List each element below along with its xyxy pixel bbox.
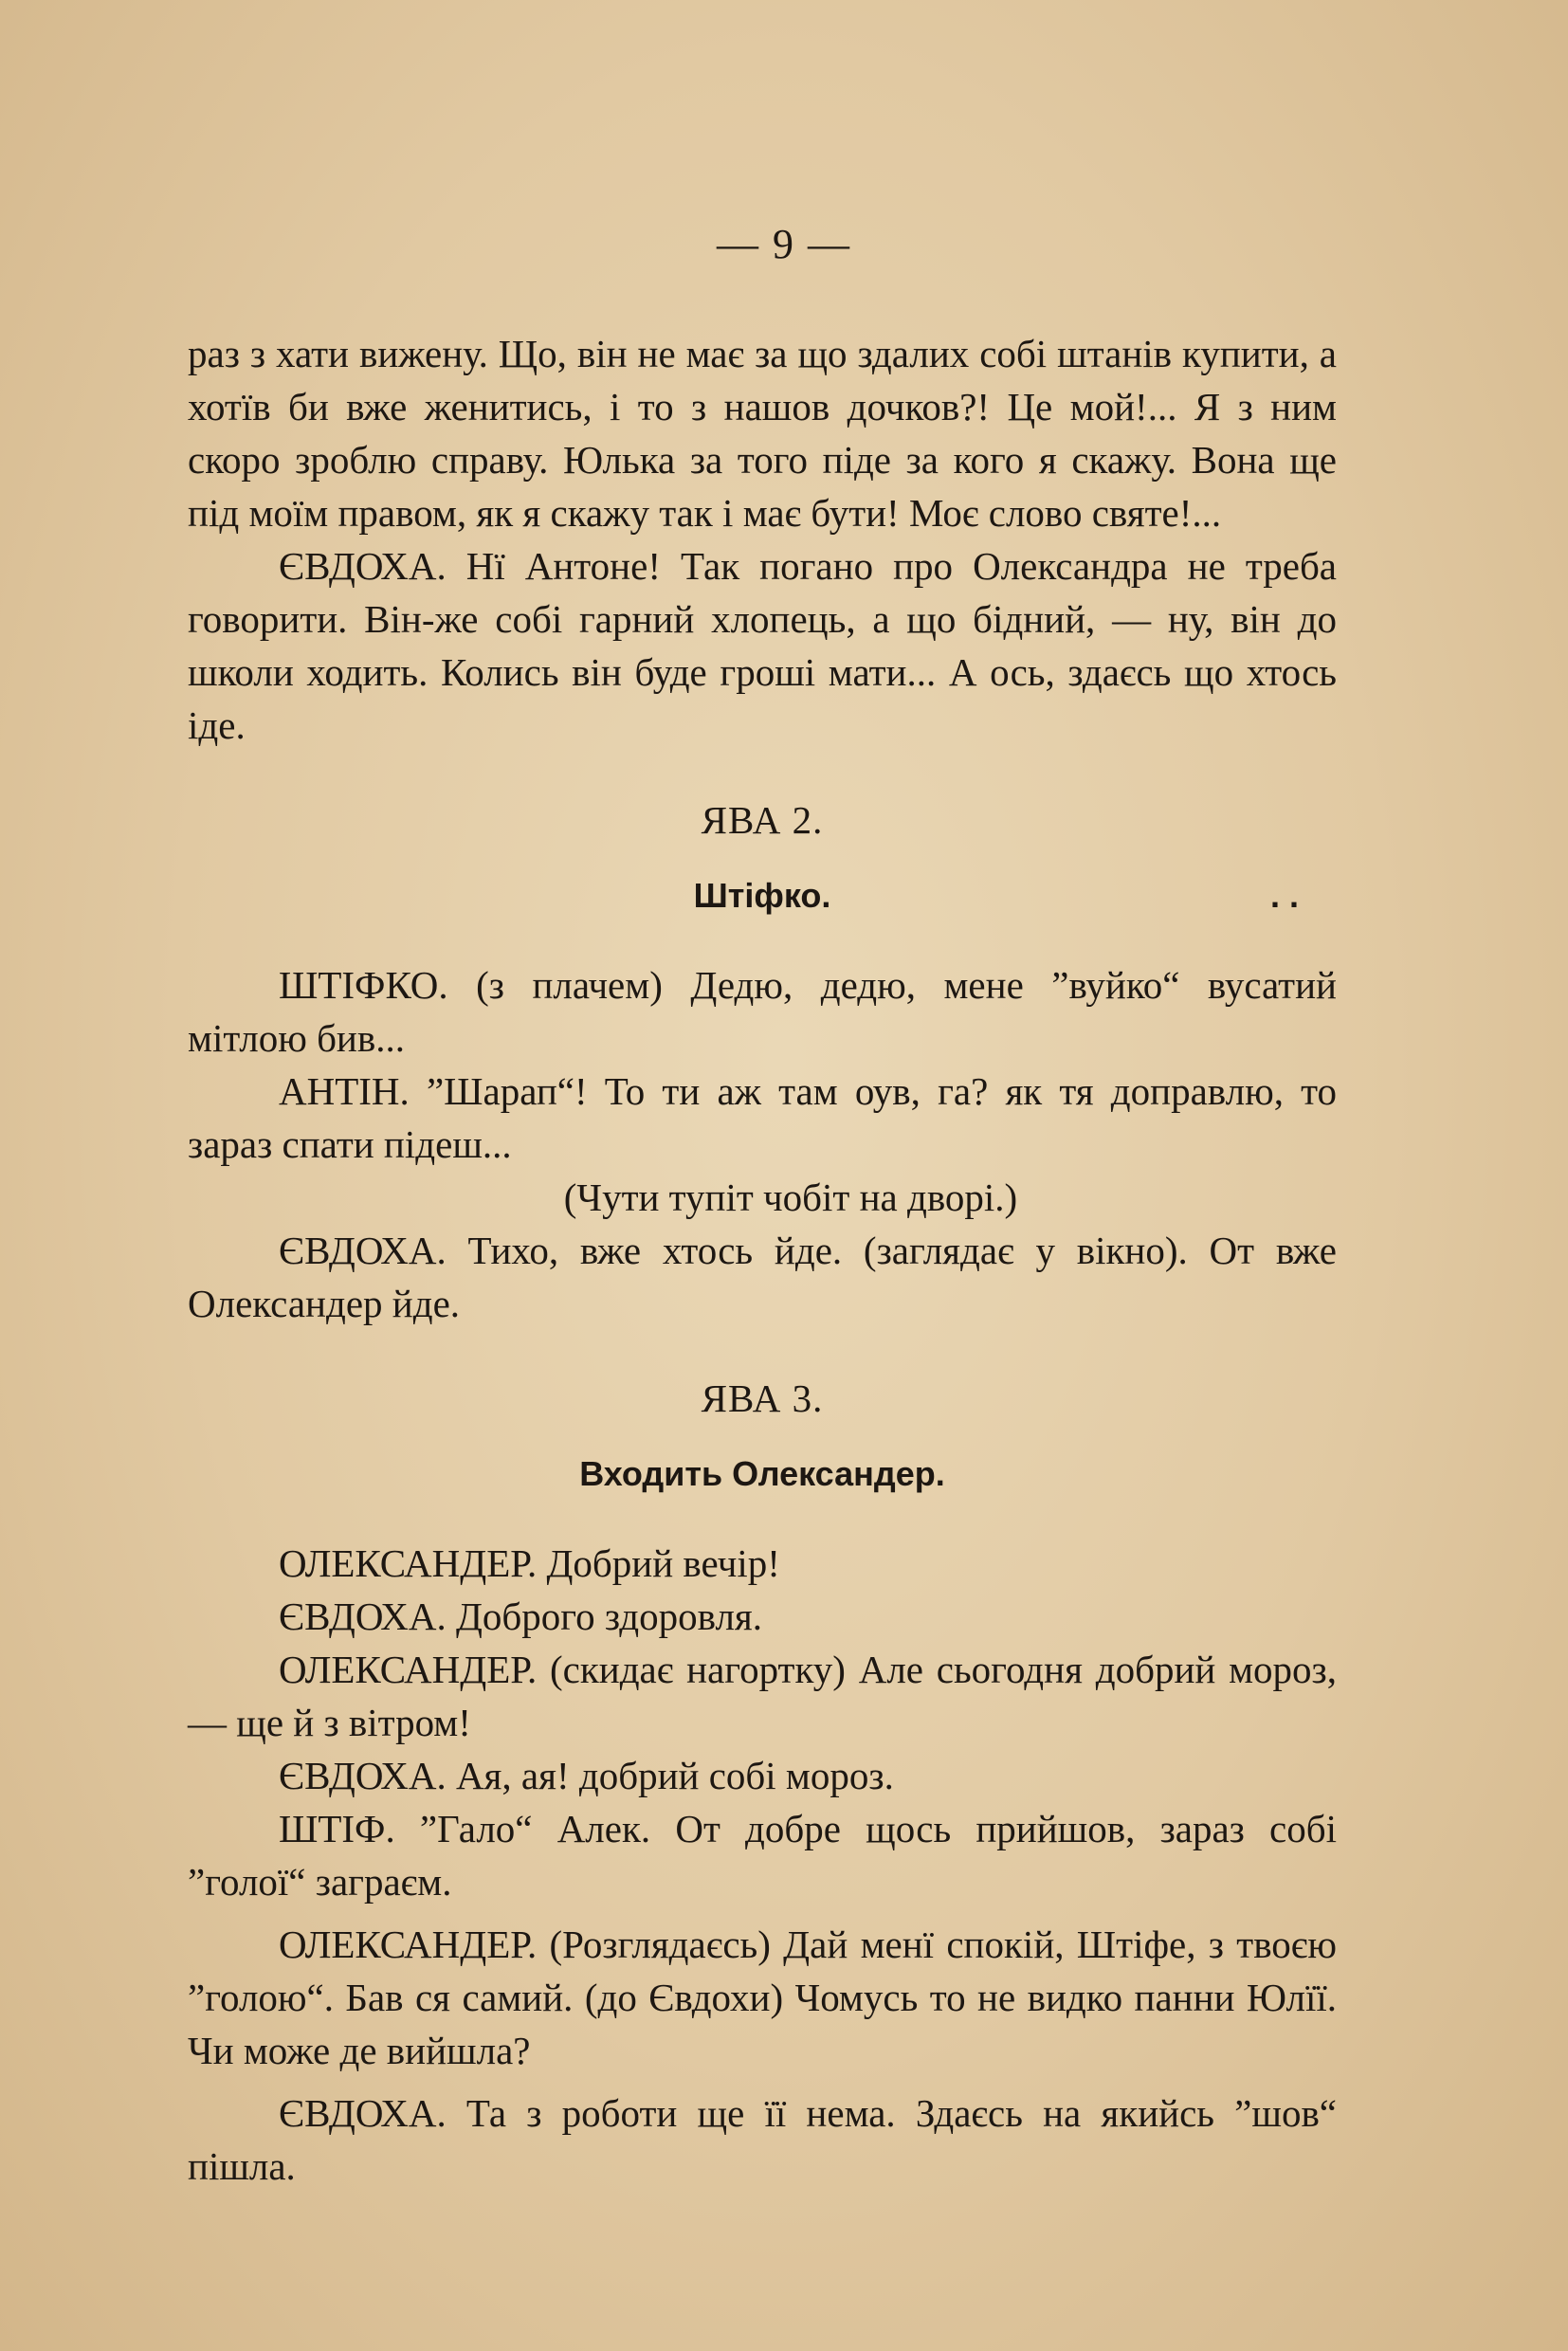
stage-direction: (Чути тупіт чобіт на дворі.) — [563, 1176, 1018, 1219]
paragraph: ОЛЕКСАНДЕР. Добрий вечір! — [279, 1541, 780, 1585]
paragraph: ЄВДОХА. Та з роботи ще її нема. Здаєсь на якийсь ”шов“ пішла. — [188, 2091, 1337, 2188]
scene-2-subtitle — [188, 869, 1337, 922]
page-number: — 9 — — [717, 221, 851, 267]
paragraph: АНТІН. ”Шарап“! То ти аж там оув, га? як тя доправлю, то зараз спати підеш... — [188, 1069, 1337, 1166]
paragraph: ШТІФ. ”Гало“ Алек. От добре щось прийшов, зараз собі ”голої“ заграєм. — [188, 1807, 1337, 1904]
scene-2-subtitle-text: Штіфко. — [693, 876, 831, 915]
scene-2-subtitle-marks: . . — [1269, 876, 1299, 915]
paragraph: ЄВДОХА. Нї Антоне! Так погано про Олександра не треба говорити. Він-же собі гарний хлопець, а що бідний, — ну, він до школи ходить. Колись він буде гроші мати... А ось, здаєсь що хтось іде. — [188, 544, 1337, 747]
page-body — [188, 327, 1337, 2193]
paragraph: ЄВДОХА. Ая, ая! добрий собі мороз. — [279, 1754, 894, 1797]
paragraph: ОЛЕКСАНДЕР. (Розглядаєсь) Дай менї спокій, Штіфе, з твоєю ”голою“. Бав ся самий. (до Євдохи) Чомусь то не видко панни Юлїї. Чи може де вийшла? — [188, 1923, 1337, 2072]
paragraph: раз з хати вижену. Що, він не має за що здалих собі штанів купити, а хотїв би вже женитись, і то з нашов дочков?! Це мой!... Я з ним скоро зроблю справу. Юлька за того піде за кого я скажу. Вона ще під моїм правом, як я скажу так і має бути! Моє слово святе!... — [188, 332, 1337, 535]
paragraph-gap — [188, 1908, 1337, 1918]
scene-2-title: ЯВА 2. — [701, 798, 824, 842]
scene-3-subtitle — [188, 1448, 1337, 1501]
paragraph: ШТІФКО. (з плачем) Дедю, дедю, мене ”вуйко“ вусатий мітлою бив... — [188, 963, 1337, 1060]
paragraph: ОЛЕКСАНДЕР. (скидає нагортку) Але сьогодня добрий мороз, — ще й з вітром! — [188, 1648, 1337, 1744]
scene-3-title: ЯВА 3. — [701, 1376, 824, 1420]
paragraph: ЄВДОХА. Доброго здоровля. — [279, 1595, 763, 1638]
paragraph: ЄВДОХА. Тихо, вже хтось йде. (заглядає у вікно). От вже Олександер йде. — [188, 1229, 1337, 1325]
scene-3-subtitle-text: Входить Олександер. — [579, 1454, 945, 1493]
paragraph-gap — [188, 2077, 1337, 2087]
